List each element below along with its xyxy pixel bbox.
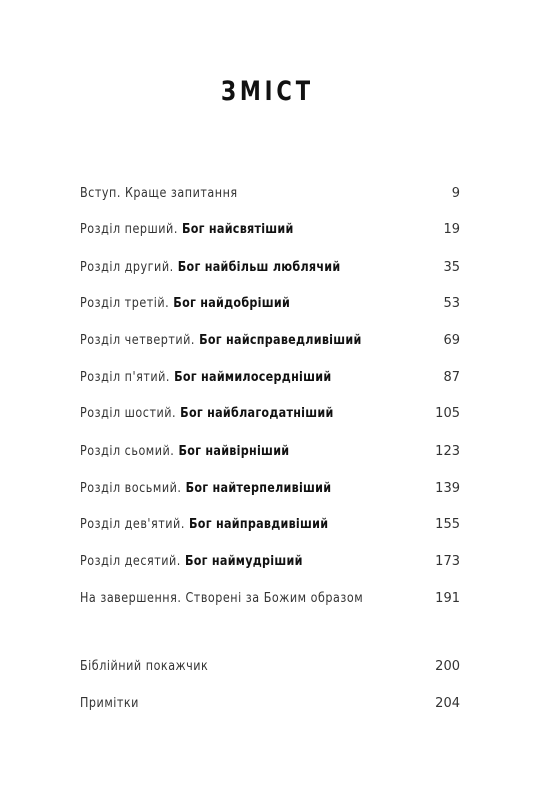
toc-page-number: 53 — [443, 296, 460, 311]
toc-entry-bold: Бог найсправедливіший — [199, 333, 362, 348]
toc-page-number: 35 — [443, 260, 460, 275]
toc-entry-scripture-index — [80, 657, 460, 677]
toc-entry-prefix: Вступ. Краще запитання — [80, 186, 238, 201]
toc-entry-prefix: Розділ четвертий. — [80, 333, 200, 348]
toc-entry-label — [80, 404, 334, 424]
toc-page-number: 9 — [451, 186, 460, 201]
toc-entry-prefix: Розділ десятий. — [80, 554, 185, 569]
toc-entry-chapter-10 — [80, 552, 460, 572]
toc-entry-prefix: Розділ восьмий. — [80, 481, 186, 496]
toc-entry-chapter-2 — [80, 258, 460, 278]
toc-entry-chapter-9 — [80, 515, 460, 535]
toc-entry-label — [80, 331, 362, 351]
toc-entry-bold: Бог найсвятіший — [181, 222, 294, 237]
toc-entry-prefix: Розділ шостий. — [80, 406, 181, 421]
toc-page-number: 87 — [443, 370, 460, 385]
toc-entry-label — [80, 589, 363, 609]
toc-entry-bold: Бог найблагодатніший — [180, 406, 334, 421]
toc-entry-label — [80, 294, 290, 314]
toc-entry-label — [80, 442, 289, 462]
toc-entry-notes — [80, 694, 460, 714]
toc-entry-prefix: Розділ сьомий. — [80, 444, 179, 459]
toc-page-number: 139 — [435, 481, 460, 496]
toc-entry-chapter-7 — [80, 442, 460, 462]
toc-entry-prefix: Розділ третій. — [80, 296, 174, 311]
toc-entry-label — [80, 694, 139, 714]
toc-entry-conclusion — [80, 589, 460, 609]
toc-entry-prefix: Розділ п'ятий. — [80, 370, 175, 385]
toc-entry-prefix: Біблійний покажчик — [80, 659, 209, 674]
toc-entry-chapter-3 — [80, 294, 460, 314]
toc-entry-introduction — [80, 184, 460, 204]
toc-page-number: 123 — [435, 444, 460, 459]
toc-entry-chapter-5 — [80, 368, 460, 388]
toc-entry-bold: Бог найвірніший — [178, 444, 290, 459]
toc-entry-prefix: Примітки — [80, 696, 139, 711]
toc-entry-prefix: Розділ перший. — [80, 222, 182, 237]
toc-entry-chapter-6 — [80, 404, 460, 424]
toc-page-number: 19 — [443, 222, 460, 237]
toc-entry-label — [80, 515, 328, 535]
toc-entry-label — [80, 657, 208, 677]
toc-entry-bold: Бог найдобріший — [173, 296, 291, 311]
toc-entry-bold: Бог найтерпеливіший — [185, 481, 332, 496]
toc-entry-chapter-8 — [80, 479, 460, 499]
toc-entry-label — [80, 552, 303, 572]
toc-entry-label — [80, 258, 340, 278]
toc-entry-bold: Бог наймудріший — [184, 554, 303, 569]
toc-entry-prefix: На завершення. Створені за Божим образом — [80, 591, 364, 606]
toc-page-number: 204 — [435, 696, 460, 711]
toc-page-number: 105 — [435, 406, 460, 421]
toc-entry-label — [80, 220, 294, 240]
toc-page-number: 69 — [443, 333, 460, 348]
toc-page-number: 200 — [435, 659, 460, 674]
toc-page-number: 173 — [435, 554, 460, 569]
toc-entry-label — [80, 184, 238, 204]
page-title: ЗМІСТ — [220, 76, 315, 107]
toc-entry-prefix: Розділ другий. — [80, 260, 178, 275]
toc-page-number: 155 — [435, 517, 460, 532]
toc-page-number: 191 — [435, 591, 460, 606]
toc-entry-chapter-1 — [80, 220, 460, 240]
toc-entry-bold: Бог наймилосердніший — [174, 370, 332, 385]
toc-entry-bold: Бог найправдивіший — [188, 517, 329, 532]
toc-entry-label — [80, 368, 331, 388]
toc-entry-bold: Бог найбільш люблячий — [177, 260, 341, 275]
toc-entry-chapter-4 — [80, 331, 460, 351]
toc-entry-prefix: Розділ дев'ятий. — [80, 517, 189, 532]
toc-entry-label — [80, 479, 331, 499]
